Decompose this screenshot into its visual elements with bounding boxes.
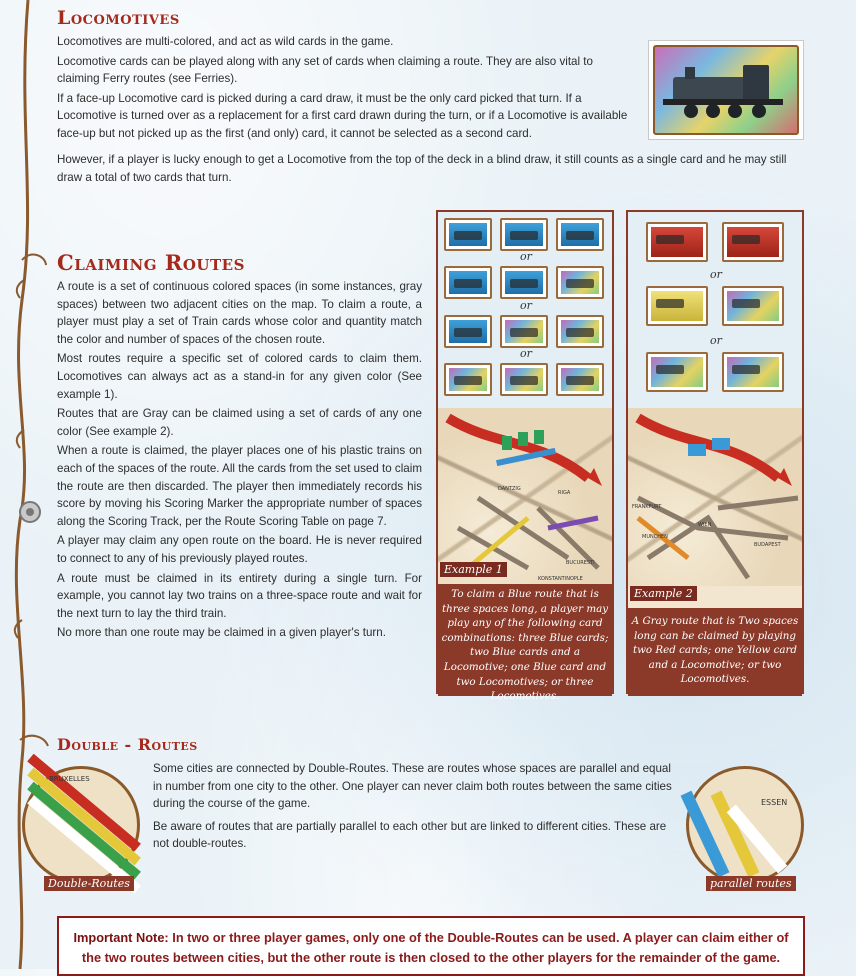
- important-note-lead: Important Note:: [73, 930, 169, 945]
- map-city-label: BUDAPEST: [754, 542, 781, 548]
- double-routes-text: [153, 760, 673, 855]
- locomotives-title: Locomotives: [57, 7, 180, 29]
- or-label: or: [520, 347, 532, 360]
- blue-card: [556, 218, 604, 251]
- blue-card: [500, 266, 548, 299]
- example-2-caption: A Gray route that is Two spaces long can be claimed by playing two Red cards; one Yellow card and a Locomotive; or two Locomotives.: [628, 608, 802, 696]
- example-1-caption: To claim a Blue route that is three spaces long, a player may play any of the following card combinations: three Blue cards; two Blue cards and a Locomotive; one Blue card and two Locomotives; or three Locomotives.: [438, 584, 612, 696]
- claiming-paragraph: No more than one route may be claimed in a given player's turn.: [57, 626, 386, 640]
- locomotive-card-image: [648, 40, 804, 140]
- example-1-card-grid: [438, 212, 612, 412]
- map-city-label: WIEN: [698, 522, 712, 528]
- example-2-map: [628, 408, 802, 586]
- double-routes-map: [25, 769, 137, 881]
- locomotive-card: [500, 315, 548, 348]
- locomotives-paragraph: Locomotives are multi-colored, and act as wild cards in the game.: [57, 35, 394, 48]
- example-1-panel: [436, 210, 614, 703]
- claiming-paragraph: A route must be claimed in its entirety during a single turn. For example, you cannot lay two trains on a three-space route and wait for the next turn to lay the third train.: [57, 571, 422, 620]
- claiming-paragraph: Routes that are Gray can be claimed using a set of cards of any one color (See example 2).: [57, 407, 422, 438]
- claiming-paragraph: A route is a set of continuous colored spaces (in some instances, gray spaces) between two adjacent cities on the map. To claim a route, a player must play a set of Train cards whose color and quantity match the color and number of spaces of the chosen route.: [57, 280, 422, 346]
- locomotive-card: [722, 352, 784, 392]
- locomotives-text-wide: [57, 151, 807, 188]
- parallel-routes-caption: parallel routes: [706, 876, 796, 891]
- locomotive-card: [556, 363, 604, 396]
- or-label: or: [520, 250, 532, 263]
- claiming-routes-text: [57, 278, 422, 644]
- locomotives-paragraph: However, if a player is lucky enough to get a Locomotive from the top of the deck in a blind draw, it still counts as a single card and he may still draw a total of two cards that turn.: [57, 153, 787, 184]
- locomotive-card-face: [653, 45, 799, 135]
- map-city-label: MUNCHEN: [642, 534, 668, 540]
- double-routes-caption: Double-Routes: [44, 876, 134, 891]
- locomotive-card: [500, 363, 548, 396]
- locomotives-text: [57, 33, 637, 145]
- claiming-paragraph: Most routes require a specific set of colored cards to claim them. Locomotives can always act as a stand-in for any given color (See example 1).: [57, 352, 422, 401]
- example-2-route-drawing: [628, 408, 802, 586]
- locomotives-paragraph: Locomotive cards can be played along with any set of cards when claiming a route. They are also vital to claiming Ferry routes (see Ferries).: [57, 54, 593, 86]
- example-1-label: Example 1: [440, 562, 507, 577]
- red-card: [646, 222, 708, 262]
- locomotive-icon: [655, 47, 801, 133]
- double-routes-paragraph: Be aware of routes that are partially parallel to each other but are linked to different cities. These are not double-routes.: [153, 819, 667, 851]
- example-2-panel: [626, 210, 804, 694]
- important-note-box: [57, 916, 805, 976]
- blue-card: [444, 218, 492, 251]
- locomotive-card: [646, 352, 708, 392]
- map-city-label: FRANKFURT: [632, 504, 662, 510]
- locomotives-paragraph: If a face-up Locomotive card is picked during a card draw, it must be the only card picked that turn. If a Locomotive is turned over as a replacement for a first card drawn during the turn, or if a Locomotive is available face-up but not picked up as the first (and only) card, it cannot be selected as a second card.: [57, 91, 628, 140]
- locomotive-card: [556, 315, 604, 348]
- map-city-label: KONSTANTINOPLE: [538, 576, 583, 582]
- example-1-route-drawing: [438, 408, 612, 586]
- example-2-label: Example 2: [630, 586, 697, 601]
- double-routes-title: Double - Routes: [57, 735, 198, 754]
- example-1-map: [438, 408, 612, 586]
- map-city-label: BUCURESTI: [566, 560, 595, 566]
- or-label: or: [710, 268, 722, 281]
- map-city-label: BRUXELLES: [49, 775, 90, 783]
- map-city-label: RIGA: [558, 490, 571, 496]
- locomotive-card: [722, 286, 784, 326]
- yellow-card: [646, 286, 708, 326]
- blue-card: [444, 315, 492, 348]
- double-routes-paragraph: Some cities are connected by Double-Routes. These are routes whose spaces are parallel and equal in number from one city to the other. One player can never claim both routes between the same cities during the course of the game.: [153, 762, 672, 811]
- blue-card: [500, 218, 548, 251]
- map-city-label: ESSEN: [761, 798, 788, 807]
- map-city-label: DANTZIG: [498, 486, 521, 492]
- example-2-card-grid: [628, 212, 802, 412]
- parallel-routes-map: [689, 769, 801, 881]
- double-routes-illustration: [22, 766, 140, 884]
- claiming-paragraph: A player may claim any open route on the board. He is never required to connect to any of his previously played routes.: [57, 534, 422, 565]
- blue-card: [444, 266, 492, 299]
- locomotive-card: [556, 266, 604, 299]
- or-label: or: [710, 334, 722, 347]
- or-label: or: [520, 299, 532, 312]
- red-card: [722, 222, 784, 262]
- important-note-text: In two or three player games, only one of the Double-Routes can be used. A player can claim either of the two routes between cities, but the other route is then closed to the other players for the remainder of the game.: [81, 930, 789, 965]
- locomotive-card: [444, 363, 492, 396]
- parallel-routes-illustration: [686, 766, 804, 884]
- claiming-paragraph: When a route is claimed, the player places one of his plastic trains on each of the spaces of the route. All the cards from the set used to claim the route are then discarded. The player then immediately records his score by moving his Scoring Marker the appropriate number of spaces along the Scoring Track, per the Route Scoring Table on page 7.: [57, 444, 422, 528]
- claiming-routes-title: Claiming Routes: [57, 250, 245, 275]
